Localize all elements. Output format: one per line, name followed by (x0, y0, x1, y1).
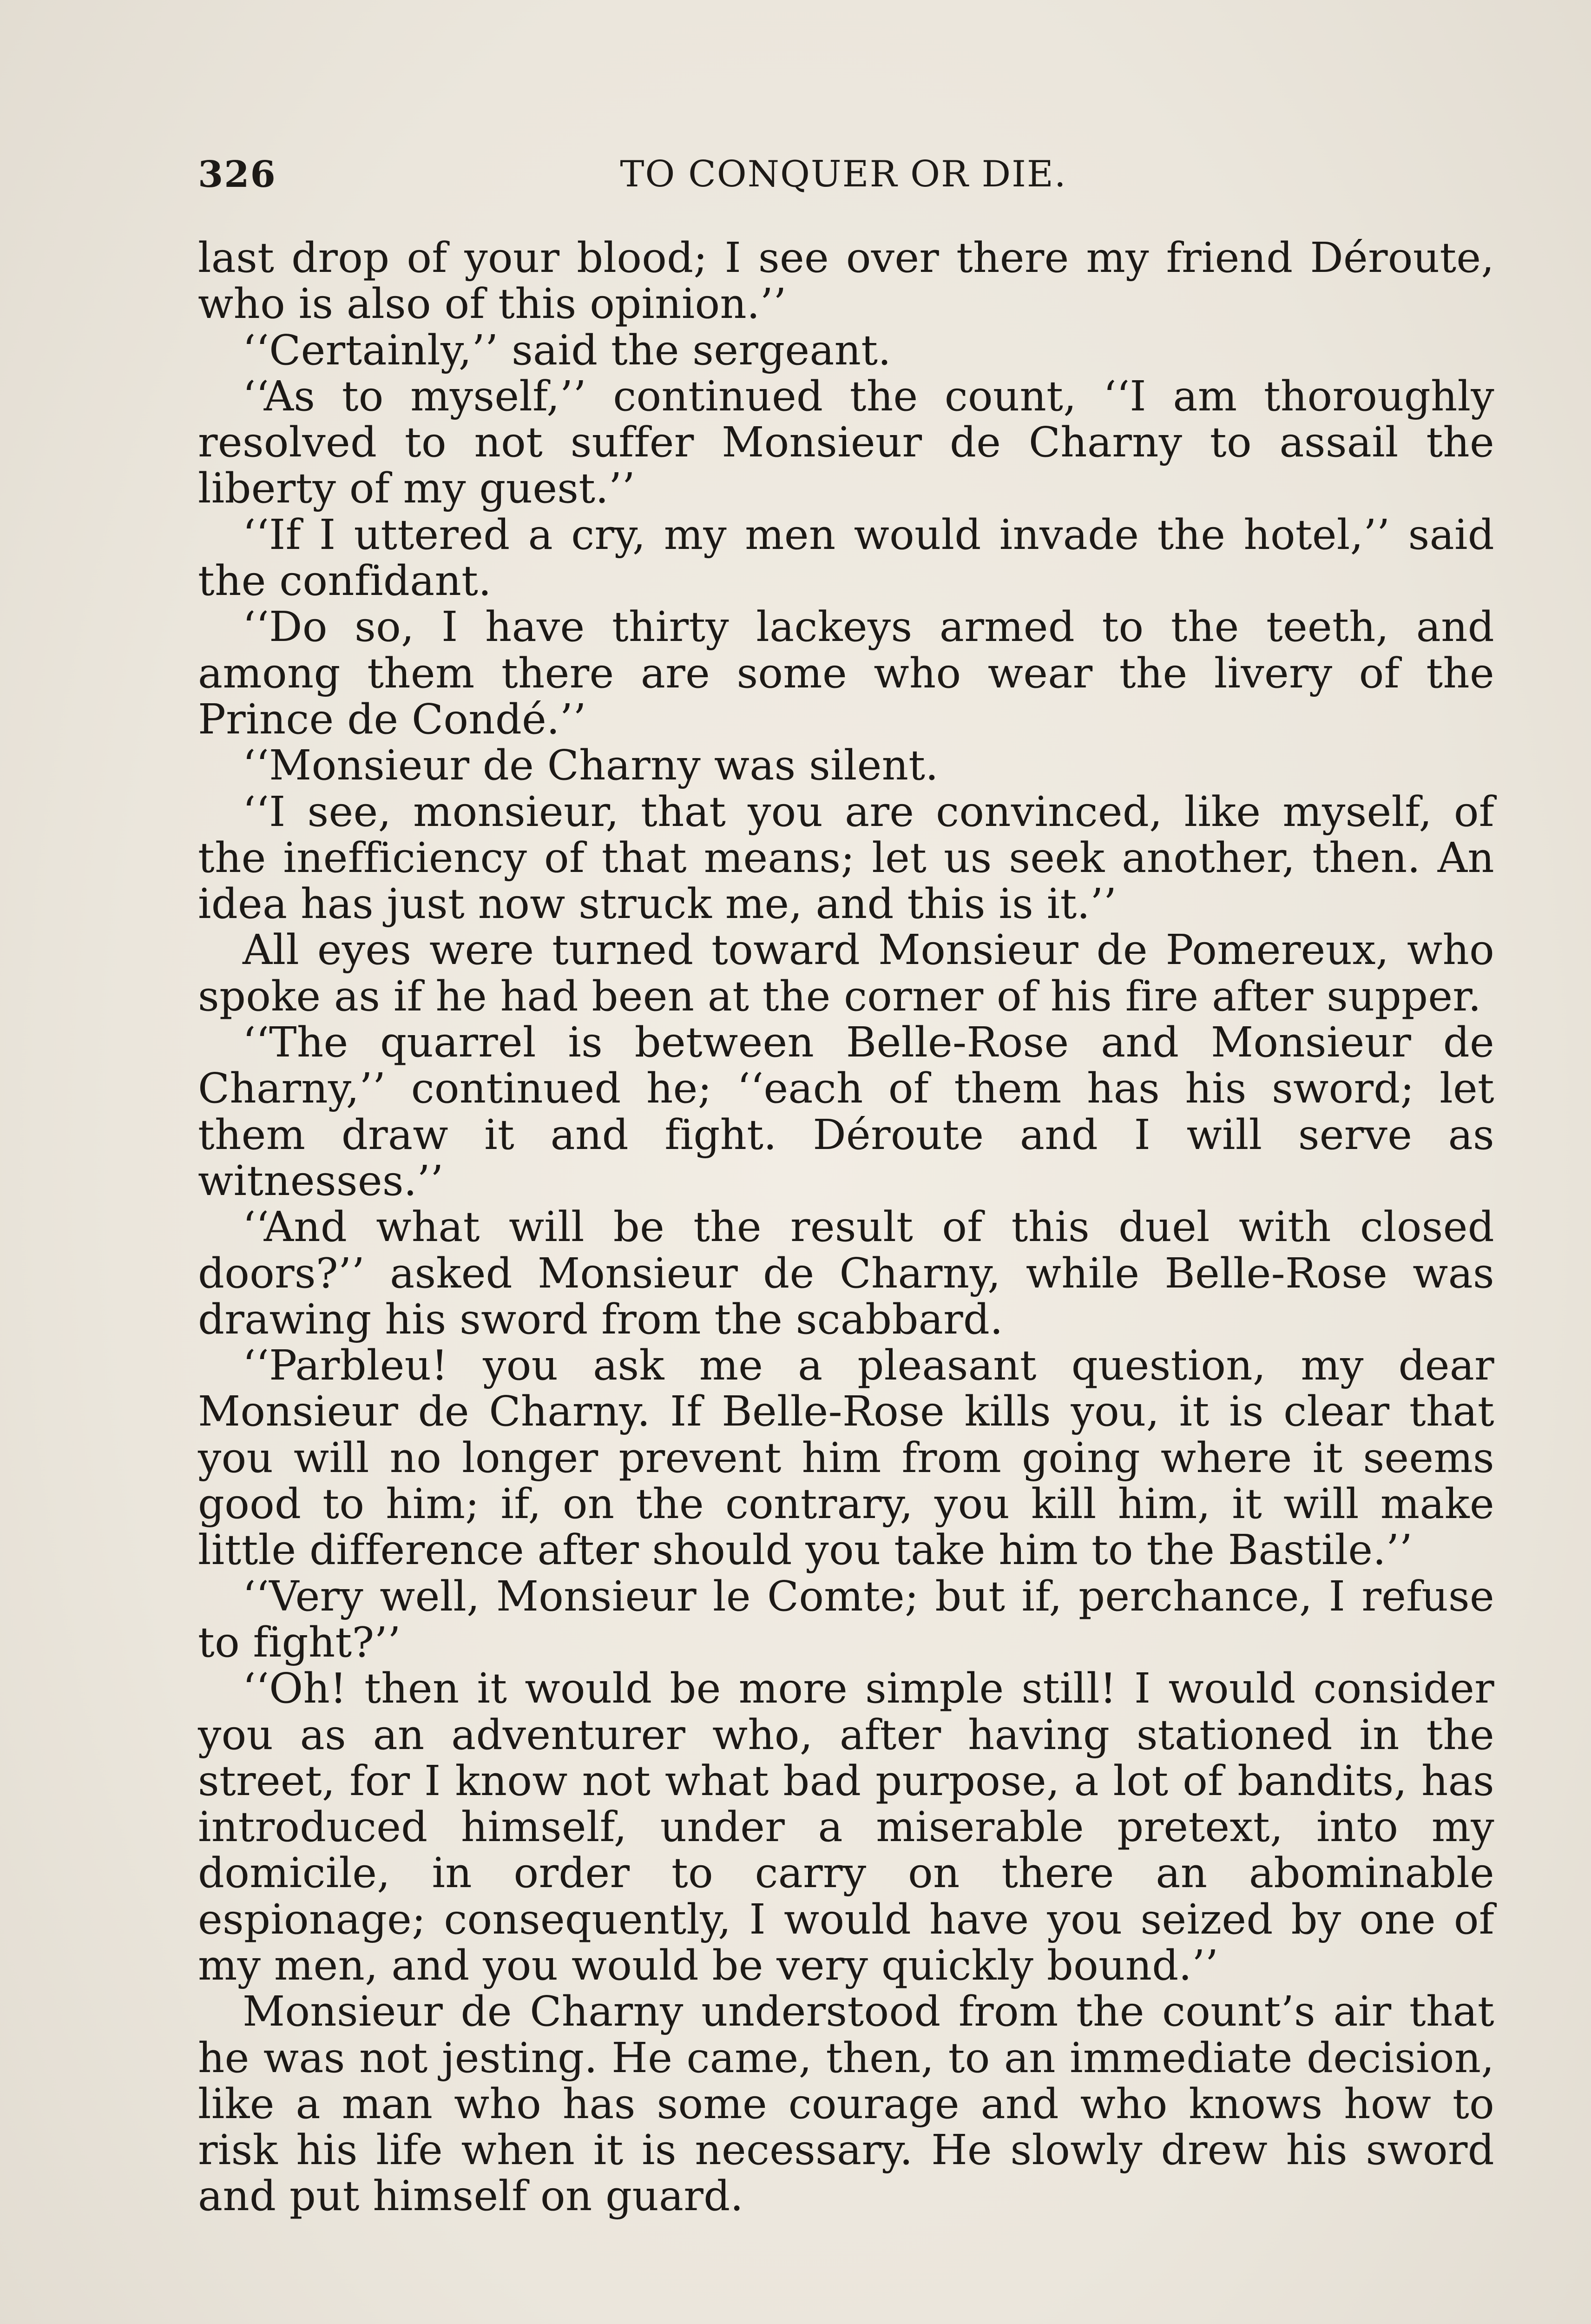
paragraph: ‘‘Do so, I have thirty lackeys armed to the teeth, and among them there are some who wear the livery of the Prince de Condé.’’ (198, 602, 1494, 743)
paragraph: ‘‘The quarrel is between Belle-Rose and Monsieur de Charny,’’ continued he; ‘‘each of them has his sword; let them draw it and fight. Déroute and I will serve as witnesses.’’ (198, 1018, 1494, 1205)
page-header (195, 153, 1492, 205)
body-text (198, 235, 1494, 2219)
paragraph: last drop of your blood; I see over there my friend Déroute, who is also of this opinion.’’ (198, 233, 1494, 328)
paragraph: ‘‘And what will be the result of this duel with closed doors?’’ asked Monsieur de Charny, while Belle-Rose was drawing his sword from the scabbard. (198, 1202, 1494, 1343)
paragraph: ‘‘I see, monsieur, that you are convinced, like myself, of the inefficiency of that means; let us seek another, then. An idea has just now struck me, and this is it.’’ (198, 787, 1494, 928)
paragraph: ‘‘Monsieur de Charny was silent. (243, 741, 939, 790)
paragraph: All eyes were turned toward Monsieur de Pomereux, who spoke as if he had been at the corner of his fire after supper. (198, 925, 1494, 1020)
paragraph: ‘‘Certainly,’’ said the sergeant. (243, 325, 891, 374)
paragraph: ‘‘Very well, Monsieur le Comte; but if, perchance, I refuse to fight?’’ (198, 1571, 1494, 1666)
paragraph: ‘‘If I uttered a cry, my men would invade the hotel,’’ said the confidant. (198, 510, 1494, 605)
page-number: 326 (198, 153, 276, 196)
paragraph: ‘‘As to myself,’’ continued the count, ‘‘I am thoroughly resolved to not suffer Monsieur de Charny to assail the liberty of my guest.’’ (198, 371, 1494, 513)
paragraph: Monsieur de Charny understood from the count’s air that he was not jesting. He came, then, to an immediate decision, like a man who has some courage and who knows how to risk his life when it is necessary. He slowly drew his sword and put himself on guard. (198, 1987, 1494, 2220)
running-head: TO CONQUER OR DIE. (620, 153, 1067, 195)
paragraph: ‘‘Parbleu! you ask me a pleasant question, my dear Monsieur de Charny. If Belle-Rose kills you, it is clear that you will no longer prevent him from going where it seems good to him; if, on the contrary, you kill him, it will make little difference after should you take him to the Bastile.’’ (198, 1341, 1494, 1574)
paragraph: ‘‘Oh! then it would be more simple still! I would consider you as an adventurer who, after having stationed in the street, for I know not what bad purpose, a lot of bandits, has introduced himself, under a miserable pretext, into my domicile, in order to carry on there an abominable espionage; consequently, I would have you seized by one of my men, and you would be very quickly bound.’’ (198, 1664, 1494, 1989)
